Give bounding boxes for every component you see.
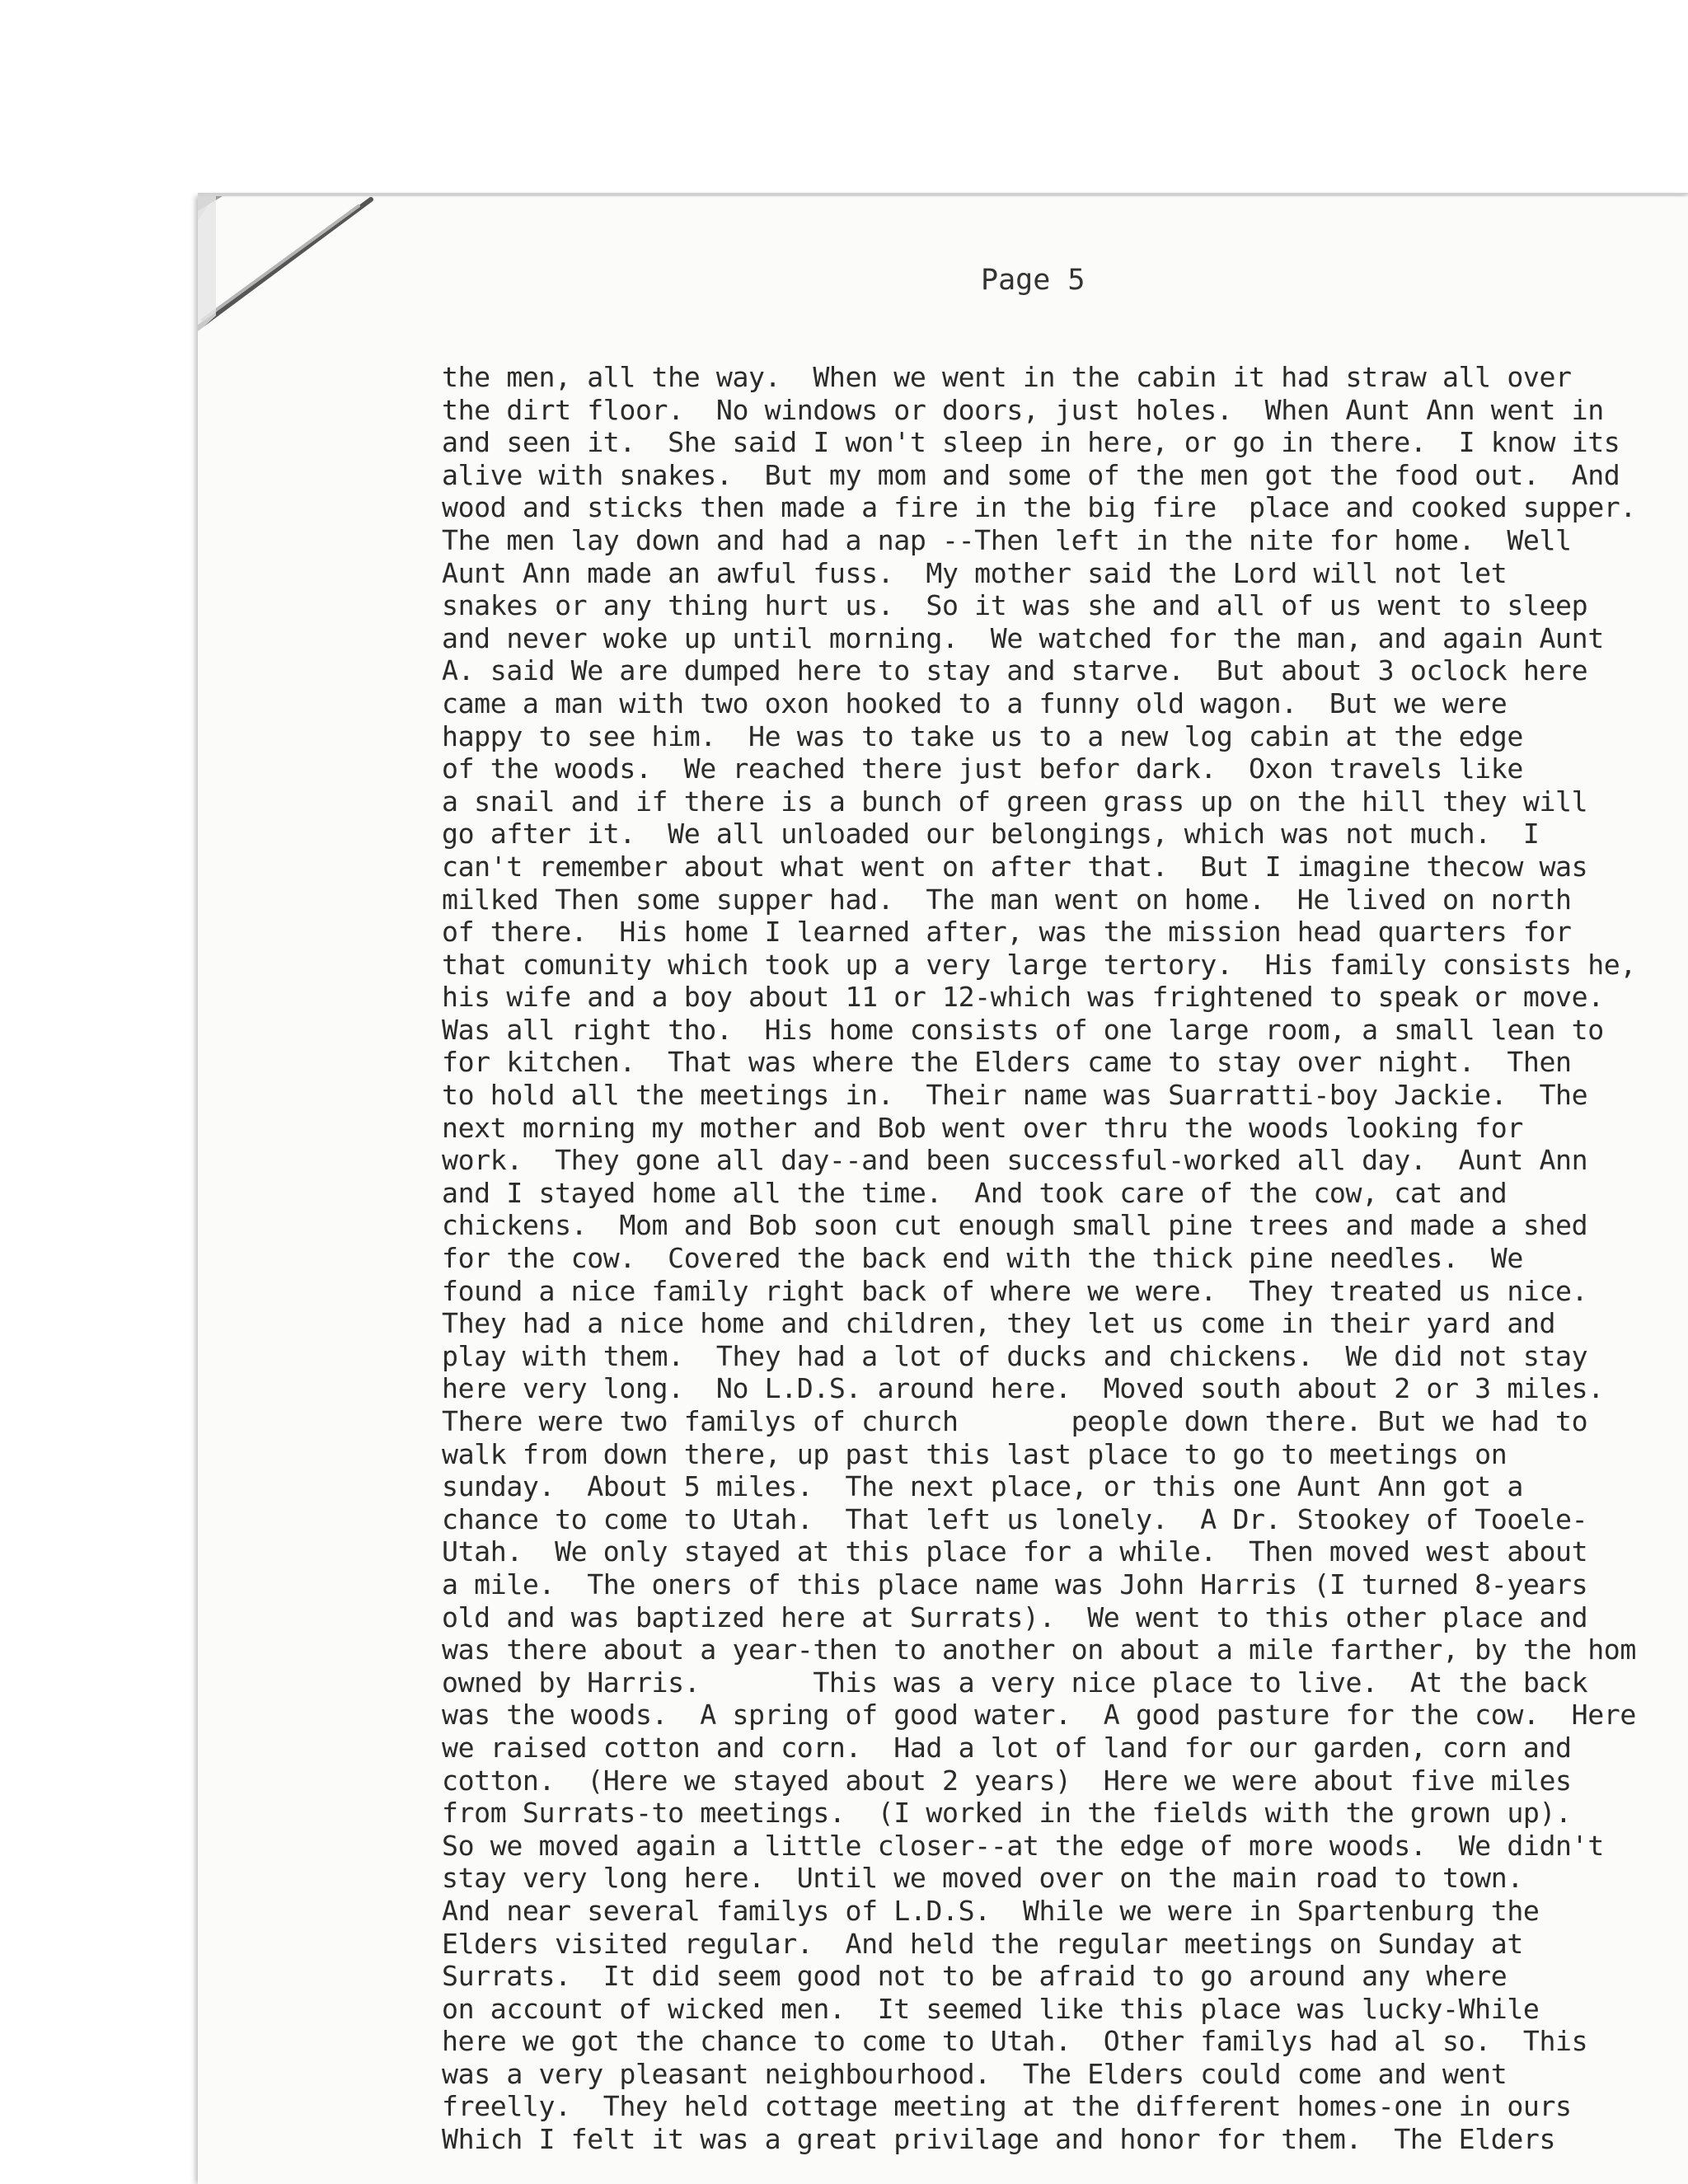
text-line: was a very pleasant neighbourhood. The Elders could come and went: [442, 2057, 1507, 2090]
text-line: happy to see him. He was to take us to a new log cabin at the edge: [442, 719, 1523, 752]
text-line: and never woke up until morning. We watched for the man, and again Aunt: [442, 621, 1604, 654]
text-line: next morning my mother and Bob went over thru the woods looking for: [442, 1111, 1523, 1144]
text-line: wood and sticks then made a fire in the big fire place and cooked supper.: [442, 491, 1636, 524]
text-line: alive with snakes. But my mom and some of the men got the food out. And: [442, 458, 1620, 491]
text-line: can't remember about what went on after that. But I imagine thecow was: [442, 850, 1588, 883]
text-line: for kitchen. That was where the Elders came to stay over night. Then: [442, 1046, 1572, 1079]
page-number: Page 5: [981, 264, 1085, 297]
text-line: was there about a year-then to another on about a mile farther, by the hom: [442, 1633, 1636, 1666]
text-line: the dirt floor. No windows or doors, just holes. When Aunt Ann went in: [442, 393, 1604, 426]
text-line: found a nice family right back of where we were. They treated us nice.: [442, 1274, 1588, 1307]
text-line: sunday. About 5 miles. The next place, or this one Aunt Ann got a: [442, 1470, 1523, 1503]
text-line: from Surrats-to meetings. (I worked in the fields with the grown up).: [442, 1797, 1572, 1830]
text-line: old and was baptized here at Surrats). We went to this other place and: [442, 1601, 1588, 1633]
text-line: of the woods. We reached there just befor dark. Oxon travels like: [442, 752, 1523, 785]
text-line: A. said We are dumped here to stay and starve. But about 3 oclock here: [442, 654, 1588, 687]
text-line: work. They gone all day--and been successful-worked all day. Aunt Ann: [442, 1144, 1588, 1177]
text-line: Which I felt it was a great privilage and honor for them. The Elders: [442, 2123, 1556, 2156]
typed-body-text: [442, 361, 1678, 2156]
text-line: a snail and if there is a bunch of green grass up on the hill they will: [442, 785, 1588, 818]
text-line: of there. His home I learned after, was the mission head quarters for: [442, 916, 1572, 949]
text-line: They had a nice home and children, they let us come in their yard and: [442, 1307, 1556, 1340]
text-line: walk from down there, up past this last place to go to meetings on: [442, 1437, 1507, 1470]
text-line: Utah. We only stayed at this place for a while. Then moved west about: [442, 1535, 1588, 1568]
text-line: came a man with two oxon hooked to a funny old wagon. But we were: [442, 687, 1507, 719]
text-line: here we got the chance to come to Utah. Other familys had al so. This: [442, 2025, 1588, 2058]
text-line: a mile. The oners of this place name was John Harris (I turned 8-years: [442, 1568, 1588, 1601]
text-line: chance to come to Utah. That left us lonely. A Dr. Stookey of Tooele-: [442, 1502, 1588, 1535]
text-line: cotton. (Here we stayed about 2 years) Here we were about five miles: [442, 1764, 1572, 1797]
text-line: we raised cotton and corn. Had a lot of land for our garden, corn and: [442, 1731, 1572, 1764]
text-line: So we moved again a little closer--at the edge of more woods. We didn't: [442, 1829, 1604, 1862]
text-line: freelly. They held cottage meeting at the different homes-one in ours: [442, 2090, 1572, 2123]
text-line: chickens. Mom and Bob soon cut enough small pine trees and made a shed: [442, 1209, 1588, 1242]
text-line: Aunt Ann made an awful fuss. My mother said the Lord will not let: [442, 556, 1507, 589]
text-line: on account of wicked men. It seemed like this place was lucky-While: [442, 1992, 1540, 2025]
text-line: the men, all the way. When we went in the cabin it had straw all over: [442, 361, 1572, 393]
text-line: for the cow. Covered the back end with the thick pine needles. We: [442, 1242, 1523, 1275]
text-line: Elders visited regular. And held the regular meetings on Sunday at: [442, 1927, 1523, 1960]
text-line: milked Then some supper had. The man went on home. He lived on north: [442, 883, 1572, 916]
text-line: Surrats. It did seem good not to be afraid to go around any where: [442, 1960, 1507, 1993]
text-line: go after it. We all unloaded our belongings, which was not much. I: [442, 818, 1540, 851]
text-line: to hold all the meetings in. Their name was Suarratti-boy Jackie. The: [442, 1079, 1588, 1112]
text-line: here very long. No L.D.S. around here. Moved south about 2 or 3 miles.: [442, 1372, 1604, 1405]
text-line: The men lay down and had a nap --Then left in the nite for home. Well: [442, 523, 1572, 556]
text-line: play with them. They had a lot of ducks and chickens. We did not stay: [442, 1339, 1588, 1372]
text-line: And near several familys of L.D.S. While we were in Spartenburg the: [442, 1894, 1540, 1927]
text-line: and I stayed home all the time. And took care of the cow, cat and: [442, 1176, 1507, 1209]
text-line: that comunity which took up a very large tertory. His family consists he,: [442, 948, 1636, 981]
text-line: stay very long here. Until we moved over on the main road to town.: [442, 1862, 1523, 1895]
text-line: his wife and a boy about 11 or 12-which was frightened to speak or move.: [442, 981, 1604, 1014]
page-top-edge-shadow: [198, 193, 1688, 198]
text-line: was the woods. A spring of good water. A good pasture for the cow. Here: [442, 1699, 1636, 1732]
text-line: owned by Harris. This was a very nice place to live. At the back: [442, 1666, 1588, 1699]
text-line: There were two familys of church people down there. But we had to: [442, 1405, 1588, 1437]
text-line: Was all right tho. His home consists of one large room, a small lean to: [442, 1013, 1604, 1046]
text-line: and seen it. She said I won't sleep in here, or go in there. I know its: [442, 426, 1620, 459]
text-line: snakes or any thing hurt us. So it was she and all of us went to sleep: [442, 589, 1588, 622]
